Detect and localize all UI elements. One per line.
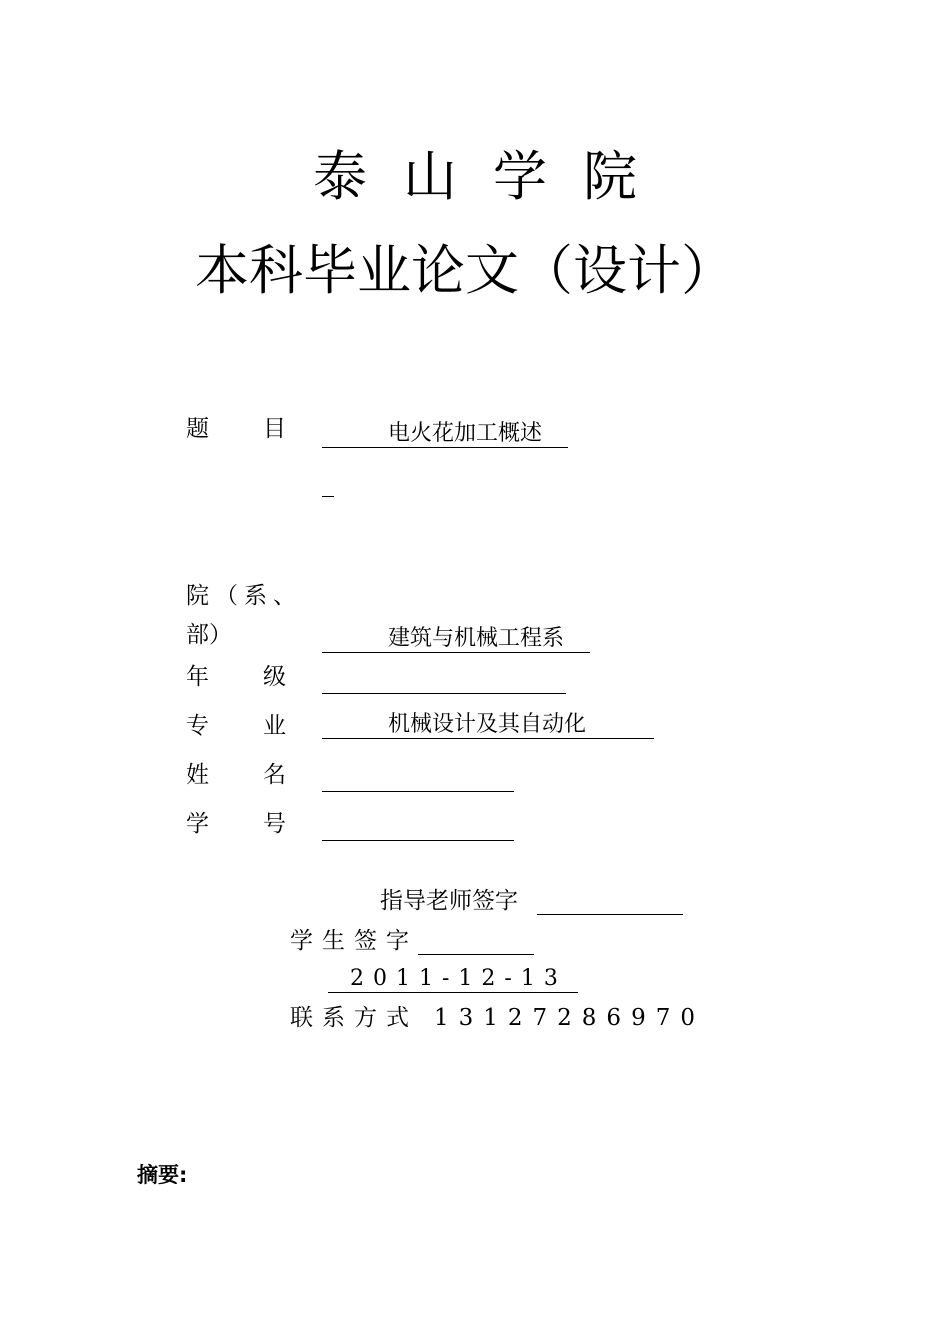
department-field bbox=[322, 626, 590, 653]
name-label-char-2: 名 bbox=[263, 762, 286, 788]
title-field bbox=[322, 421, 568, 448]
advisor-signature-label: 指导老师签字 bbox=[380, 888, 518, 914]
student-id-label-char-1: 学 bbox=[186, 811, 209, 837]
student-signature-label: 学生签字 bbox=[290, 928, 418, 954]
title-value: 电火花加工概述 bbox=[388, 421, 543, 446]
school-name: 泰山学院 bbox=[313, 145, 673, 208]
title-label-char-2: 目 bbox=[263, 416, 286, 442]
department-label-line2: 部） bbox=[186, 622, 232, 648]
date-field bbox=[328, 966, 578, 993]
major-label-char-2: 业 bbox=[263, 713, 286, 739]
name-field bbox=[322, 765, 514, 792]
abstract-heading: 摘要: bbox=[137, 1163, 188, 1187]
major-label-char-1: 专 bbox=[186, 713, 209, 739]
grade-field bbox=[322, 667, 566, 694]
title-continuation-underline bbox=[322, 494, 334, 497]
student-id-label-char-2: 号 bbox=[263, 811, 286, 837]
major-field bbox=[322, 712, 654, 739]
thesis-type-title: 本科毕业论文（设计） bbox=[195, 239, 735, 302]
name-label-char-1: 姓 bbox=[186, 762, 209, 788]
date-value: 2011-12-13 bbox=[350, 966, 567, 991]
contact-value: 13127286970 bbox=[434, 1005, 705, 1031]
student-signature-line bbox=[418, 928, 534, 955]
department-label-line1: 院（系、 bbox=[186, 583, 302, 609]
student-id-field bbox=[322, 814, 514, 841]
title-label-char-1: 题 bbox=[186, 416, 209, 442]
department-value: 建筑与机械工程系 bbox=[388, 626, 565, 651]
grade-label-char-1: 年 bbox=[186, 664, 209, 690]
advisor-signature-line bbox=[537, 888, 683, 915]
contact-label: 联系方式 bbox=[290, 1005, 418, 1031]
major-value: 机械设计及其自动化 bbox=[388, 712, 587, 737]
grade-label-char-2: 级 bbox=[263, 664, 286, 690]
